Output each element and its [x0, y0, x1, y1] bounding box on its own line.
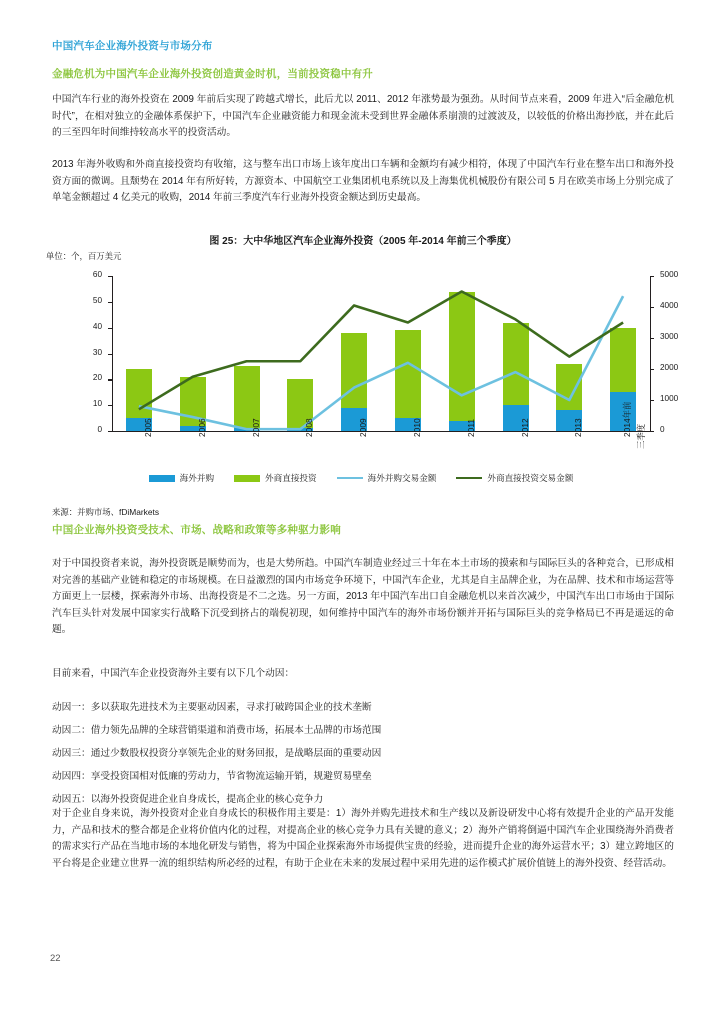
y-tick-label-left: 0 [97, 425, 102, 434]
y-tick-label-right: 4000 [660, 301, 679, 310]
x-axis-label: 2012 [519, 418, 530, 437]
y-tick-label-right: 3000 [660, 332, 679, 341]
driver-item-4: 动因四：享受投资国相对低廉的劳动力，节省物流运输开销，规避贸易壁垒 [52, 771, 372, 782]
legend-item [456, 472, 573, 484]
y-tick-label-right: 5000 [660, 270, 679, 279]
y-tick-label-right: 0 [660, 425, 665, 434]
legend-label: 外商直接投资交易金额 [487, 473, 574, 483]
y-tick-label-left: 50 [92, 295, 102, 305]
x-axis-label: 2006 [196, 418, 207, 437]
legend-label: 海外并购交易金额 [367, 473, 437, 483]
subsection-heading-green: 金融危机为中国汽车企业海外投资创造黄金时机，当前投资稳中有升 [52, 68, 373, 80]
paragraph-1: 中国汽车行业的海外投资在 2009 年前后实现了跨越式增长，此后尤以 2011、2012 年涨势最为强劲。从时间节点来看，2009 年进入“后金融危机时代”，在相对独立的金融体系保护下，中国汽车企业融资能力和现金流未受到世界金融体系崩溃的过渡波及，以较低的价格出海抄底，并在此后的三至四年时间维持较高水平的投资活动。 [52, 94, 674, 139]
x-axis-label: 2009 [358, 418, 369, 437]
figure-unit-label: 单位：个，百万美元 [46, 251, 122, 261]
paragraph-4: 目前来看，中国汽车企业投资海外主要有以下几个动因： [52, 668, 295, 679]
x-axis-label-line2: 三季度 [636, 423, 647, 449]
legend-item [337, 472, 437, 484]
y-tick-label-left: 40 [92, 321, 102, 331]
x-axis-label: 2013 [573, 418, 584, 437]
driver-item-5: 动因五：以海外投资促进企业自身成长，提高企业的核心竞争力 [52, 794, 324, 805]
y-tick-label-left: 10 [92, 399, 102, 409]
x-axis-label: 2005 [142, 418, 153, 437]
x-axis-label: 2007 [250, 418, 261, 437]
page-number: 22 [50, 953, 61, 964]
driver-item-2: 动因二：借力领先品牌的全球营销渠道和消费市场，拓展本土品牌的市场范围 [52, 725, 382, 736]
y-tick-label-right: 2000 [660, 363, 679, 372]
paragraph-2: 2013 年海外收购和外商直接投资均有收缩，这与整车出口市场上该年度出口车辆和金额均有减少相符，体现了中国汽车行业在整车出口和海外投资方面的微调。且颓势在 2014 年有所好转，方源资本、中国航空工业集团机电系统以及上海集优机械股份有限公司 5 月在欧美市场上分别完成了单笔金额超过 4 亿美元的收购，2014 年前三季度汽车行业海外投资金额达到历史最高。 [52, 159, 674, 204]
x-axis-label: 2011 [465, 418, 476, 437]
figure-source: 来源：并购市场、fDiMarkets [52, 507, 160, 517]
y-tick-label-left: 30 [92, 347, 102, 357]
chart-legend [46, 470, 676, 486]
paragraph-3: 对于中国投资者来说，海外投资既是顺势而为，也是大势所趋。中国汽车制造业经过三十年在本土市场的摸索和与国际巨头的各种竞合，已形成相对完善的基础产业链和稳定的市场规模。在日益激烈的国内市场竞争环境下，中国汽车企业，尤其是自主品牌企业，为在品牌、技术和市场运营等方面更上一层楼，探索海外市场、出海投资是不二之选。另一方面，2013 年中国汽车出口自金融危机以来首次减少，中国汽车出口市场由于国际汽车巨头针对发展中国家实行战略下沉受到挤占的端倪初现，如何维持中国汽车的海外市场份额并开拓与国际巨头的竞争格局已不再是遥远的命题。 [52, 558, 674, 636]
legend-item [149, 472, 214, 484]
x-axis-label-line1: 2014年前 [622, 401, 633, 437]
y-tick-label-right: 1000 [660, 394, 679, 403]
y-tick-label-left: 20 [92, 373, 102, 383]
line-overseas-ma-amount [139, 296, 623, 429]
figure-title: 图 25：大中华地区汽车企业海外投资（2005 年-2014 年前三个季度） [209, 236, 517, 247]
legend-label: 外商直接投资 [265, 473, 317, 483]
legend-line-icon [456, 477, 482, 480]
legend-item [234, 472, 317, 484]
paragraph-5: 对于企业自身来说，海外投资对企业自身成长的积极作用主要是：1）海外并购先进技术和生产线以及新设研发中心将有效提升企业的产品开发能力，产品和技术的整合都是企业将价值内化的过程，对提高企业的核心竞争力具有关键的意义；2）海外产销将倒逼中国汽车企业围绕海外消费者的需求实行产品在当地市场的本地化研发与销售，将为中国企业探索海外市场提供宝贵的经验，进而提升企业的海外运营水平；3）建立跨地区的平台将是企业建立世界一流的组织结构所必经的过程，有助于企业在未来的发展过程中采用先进的运作模式扩展价值链上的海外投资、经营活动。 [52, 808, 674, 869]
legend-line-icon [337, 477, 363, 480]
legend-label: 海外并购 [179, 473, 215, 483]
x-axis-label: 2008 [304, 418, 315, 437]
driver-item-1: 动因一：多以获取先进技术为主要驱动因素，寻求打破跨国企业的技术垄断 [52, 702, 372, 713]
legend-swatch-icon [234, 475, 260, 482]
chart-figure-25 [46, 268, 679, 449]
y-tick-label-left: 60 [92, 270, 102, 279]
legend-swatch-icon [149, 475, 175, 482]
x-axis-label: 2010 [411, 418, 422, 437]
subsection-heading-green-2: 中国企业海外投资受技术、市场、战略和政策等多种驱力影响 [52, 524, 341, 536]
driver-item-3: 动因三：通过少数股权投资分享领先企业的财务回报，是战略层面的重要动因 [52, 748, 382, 759]
section-heading-blue: 中国汽车企业海外投资与市场分布 [52, 40, 213, 52]
